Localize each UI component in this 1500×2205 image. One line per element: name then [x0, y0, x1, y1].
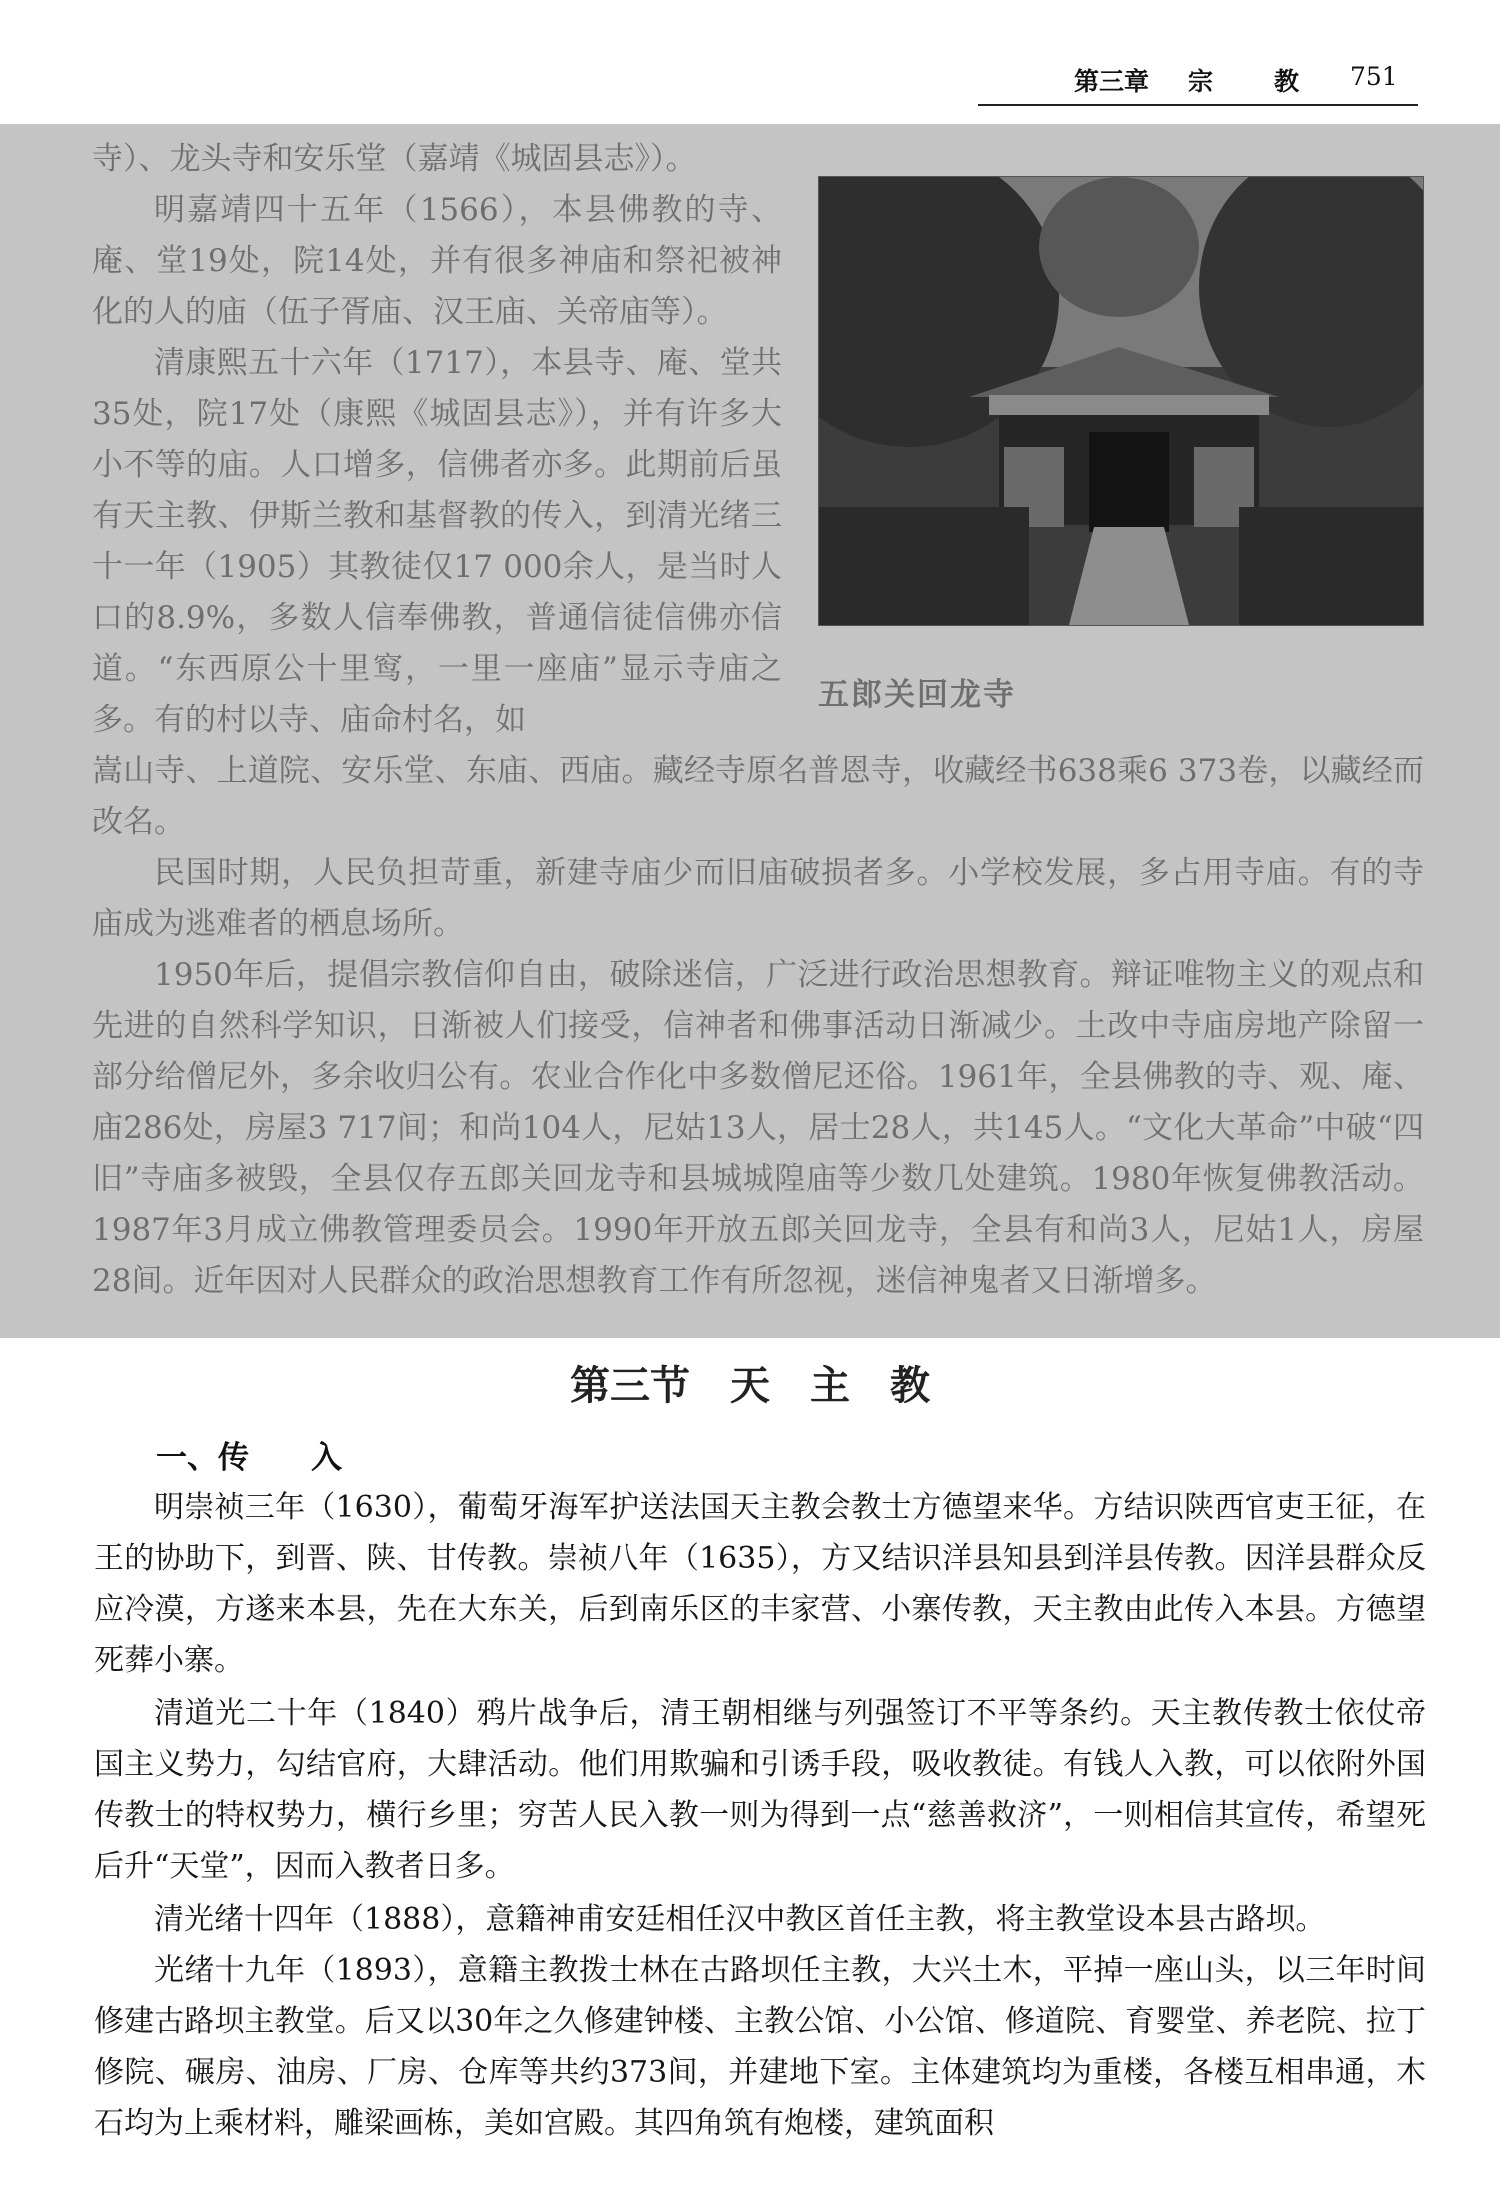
- running-header: [978, 58, 1418, 106]
- header-subject-2: 教: [1274, 67, 1300, 96]
- paragraph: 明崇祯三年（1630），葡萄牙海军护送法国天主教会教士方德望来华。方结识陕西官吏王征，在王的协助下，到晋、陕、甘传教。崇祯八年（1635），方又结识洋县知县到洋县传教。因洋县群众反应冷漠，方遂来本县，先在大东关，后到南乐区的丰家营、小寨传教，天主教由此传入本县。方德望死葬小寨。: [94, 1490, 1426, 1678]
- temple-photo: [818, 176, 1424, 626]
- paragraph: 清康熙五十六年（1717），本县寺、庵、堂共35处，院17处（康熙《城固县志》），并有许多大小不等的庙。人口增多，信佛者亦多。此期前后虽有天主教、伊斯兰教和基督教的传入，到清光绪三十一年（1905）其教徒仅17 000余人，是当时人口的8.9%，多数人信奉佛教，普通信徒信佛亦信道。“东西原公十里窎，一里一座庙”显示寺庙之多。有的村以寺、庙命村名，如: [92, 345, 782, 738]
- temple-photo-image: [819, 177, 1423, 625]
- paragraph: 清光绪十四年（1888），意籍神甫安廷相任汉中教区首任主教，将主教堂设本县古路坝。: [154, 1902, 1326, 1937]
- paragraph: 民国时期，人民负担苛重，新建寺庙少而旧庙破损者多。小学校发展，多占用寺庙。有的寺庙成为逃难者的栖息场所。: [92, 855, 1424, 942]
- paragraph: 清道光二十年（1840）鸦片战争后，清王朝相继与列强签订不平等条约。天主教传教士依仗帝国主义势力，勾结官府，大肆活动。他们用欺骗和引诱手段，吸收教徒。有钱人入教，可以依附外国传教士的特权势力，横行乡里；穷苦人民入教一则为得到一点“慈善救济”，一则相信其宣传，希望死后升“天堂”，因而入教者日多。: [94, 1696, 1426, 1884]
- paragraph: 明嘉靖四十五年（1566），本县佛教的寺、庵、堂19处，院14处，并有很多神庙和祭祀被神化的人的庙（伍子胥庙、汉王庙、关帝庙等）。: [92, 192, 782, 330]
- subsection-heading: 一、传 入: [156, 1440, 342, 1476]
- header-subject-1: 宗: [1188, 67, 1214, 96]
- page-number: 751: [1350, 62, 1398, 91]
- paragraph: 光绪十九年（1893），意籍主教拨士林在古路坝任主教，大兴土木，平掉一座山头，以三年时间修建古路坝主教堂。后又以30年之久修建钟楼、主教公馆、小公馆、修道院、育婴堂、养老院、拉丁修院、碾房、油房、厂房、仓库等共约373间，并建地下室。主体建筑均为重楼，各楼互相串通，木石均为上乘材料，雕梁画栋，美如宫殿。其四角筑有炮楼，建筑面积: [94, 1953, 1426, 2141]
- paragraph: 1950年后，提倡宗教信仰自由，破除迷信，广泛进行政治思想教育。辩证唯物主义的观点和先进的自然科学知识，日渐被人们接受，信神者和佛事活动日渐减少。土改中寺庙房地产除留一部分给僧尼外，多余收归公有。农业合作化中多数僧尼还俗。1961年，全县佛教的寺、观、庵、庙286处，房屋3 717间；和尚104人，尼姑13人，居士28人，共145人。“文化大革命”中破“四旧”寺庙多被毁，全县仅存五郎关回龙寺和县城城隍庙等少数几处建筑。1980年恢复佛教活动。1987年3月成立佛教管理委员会。1990年开放五郎关回龙寺，全县有和尚3人，尼姑1人，房屋28间。近年因对人民群众的政治思想教育工作有所忽视，迷信神鬼者又日渐增多。: [92, 957, 1424, 1299]
- shaded-text-region: [0, 124, 1500, 1338]
- chapter-label: 第三章: [1074, 67, 1150, 96]
- paragraph: 寺）、龙头寺和安乐堂（嘉靖《城固县志》）。: [92, 141, 697, 177]
- paragraph: 嵩山寺、上道院、安乐堂、东庙、西庙。藏经寺原名普恩寺，收藏经书638乘6 373卷，以藏经而改名。: [92, 753, 1424, 840]
- photo-caption: 五郎关回龙寺: [818, 677, 1016, 713]
- section-title: 第三节 天 主 教: [570, 1362, 930, 1409]
